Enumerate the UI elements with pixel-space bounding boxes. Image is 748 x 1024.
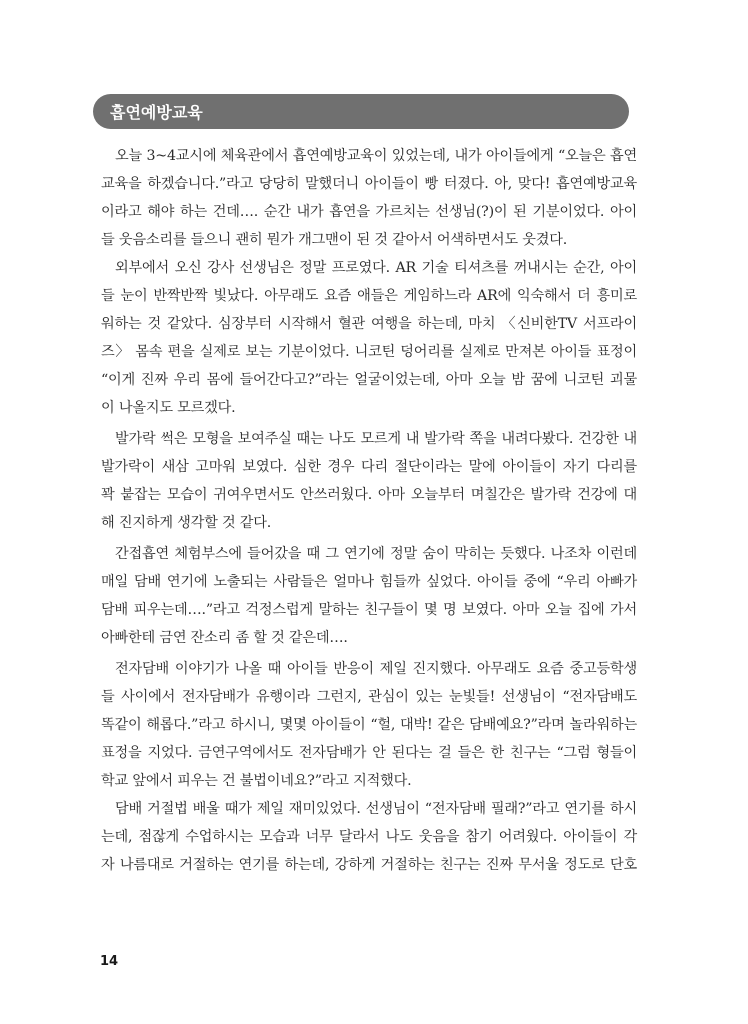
text-line: 즈〉 몸속 편을 실제로 보는 기분이었다. 니코틴 덩어리를 실제로 만져본 아이들 표정이 [101,344,637,360]
text-line: 들 눈이 반짝반짝 빛났다. 아무래도 요즘 애들은 게임하느라 AR에 익숙해서 더 흥미로 [101,288,637,304]
text-line: 이 나올지도 모르겠다. [101,400,236,416]
text-line: 표정을 지었다. 금연구역에서도 전자담배가 안 된다는 걸 들은 한 친구는 “그럼 형들이 [101,745,637,761]
text-line: 꽉 붙잡는 모습이 귀여우면서도 안쓰러웠다. 아마 오늘부터 며칠간은 발가락 건강에 대 [101,487,637,503]
paragraph [101,795,637,879]
paragraph [101,540,637,652]
text-line: 외부에서 오신 강사 선생님은 정말 프로였다. AR 기술 티셔츠를 꺼내시는 순간, 아이 [115,260,637,276]
section-title: 흡연예방교육 [110,103,203,122]
text-line: 담배 거절법 배울 때가 제일 재미있었다. 선생님이 “전자담배 필래?”라고 연기를 하시 [115,801,637,817]
text-line: 학교 앞에서 피우는 건 불법이네요?”라고 지적했다. [101,773,412,789]
text-line: 아빠한테 금연 잔소리 좀 할 것 같은데…. [101,630,348,646]
text-line: 자 나름대로 거절하는 연기를 하는데, 강하게 거절하는 친구는 진짜 무서울 정도로 단호 [101,857,637,873]
text-line: 담배 피우는데….”라고 걱정스럽게 말하는 친구들이 몇 명 보였다. 아마 오늘 집에 가서 [101,602,637,618]
text-line: 워하는 것 같았다. 심장부터 시작해서 혈관 여행을 하는데, 마치 〈신비한TV 서프라이 [101,316,637,332]
section-header [93,94,629,129]
body-text [101,142,637,879]
paragraph [101,425,637,537]
text-line: 전자담배 이야기가 나올 때 아이들 반응이 제일 진지했다. 아무래도 요즘 중고등학생 [115,661,637,677]
text-line: 는데, 점잖게 수업하시는 모습과 너무 달라서 나도 웃음을 참기 어려웠다. 아이들이 각 [101,829,637,845]
text-line: 들 사이에서 전자담배가 유행이라 그런지, 관심이 있는 눈빛들! 선생님이 “전자담배도 [101,689,637,705]
page-number: 14 [100,954,119,969]
text-line: 이라고 해야 하는 건데…. 순간 내가 흡연을 가르치는 선생님(?)이 된 기분이었다. 아이 [101,204,637,220]
text-line: 발가락 썩은 모형을 보여주실 때는 나도 모르게 내 발가락 쪽을 내려다봤다. 건강한 내 [115,431,637,447]
text-line: 매일 담배 연기에 노출되는 사람들은 얼마나 힘들까 싶었다. 아이들 중에 “우리 아빠가 [101,574,637,590]
text-line: 오늘 3~4교시에 체육관에서 흡연예방교육이 있었는데, 내가 아이들에게 “오늘은 흡연 [115,148,637,164]
text-line: 똑같이 해롭다.”라고 하시니, 몇몇 아이들이 “헐, 대박! 같은 담배예요?”라며 놀라워하는 [101,717,637,733]
paragraph [101,142,637,254]
text-line: 들 웃음소리를 들으니 괜히 뭔가 개그맨이 된 것 같아서 어색하면서도 웃겼다. [101,232,568,248]
paragraph [101,655,637,795]
text-line: 발가락이 새삼 고마워 보였다. 심한 경우 다리 절단이라는 말에 아이들이 자기 다리를 [101,459,637,475]
text-line: 교육을 하겠습니다.”라고 당당히 말했더니 아이들이 빵 터졌다. 아, 맞다! 흡연예방교육 [101,176,637,192]
text-line: 해 진지하게 생각할 것 같다. [101,515,272,531]
text-line: “이게 진짜 우리 몸에 들어간다고?”라는 얼굴이었는데, 아마 오늘 밤 꿈에 니코틴 괴물 [101,372,637,388]
paragraph [101,254,637,422]
text-line: 간접흡연 체험부스에 들어갔을 때 그 연기에 정말 숨이 막히는 듯했다. 나조차 이런데 [115,546,637,562]
